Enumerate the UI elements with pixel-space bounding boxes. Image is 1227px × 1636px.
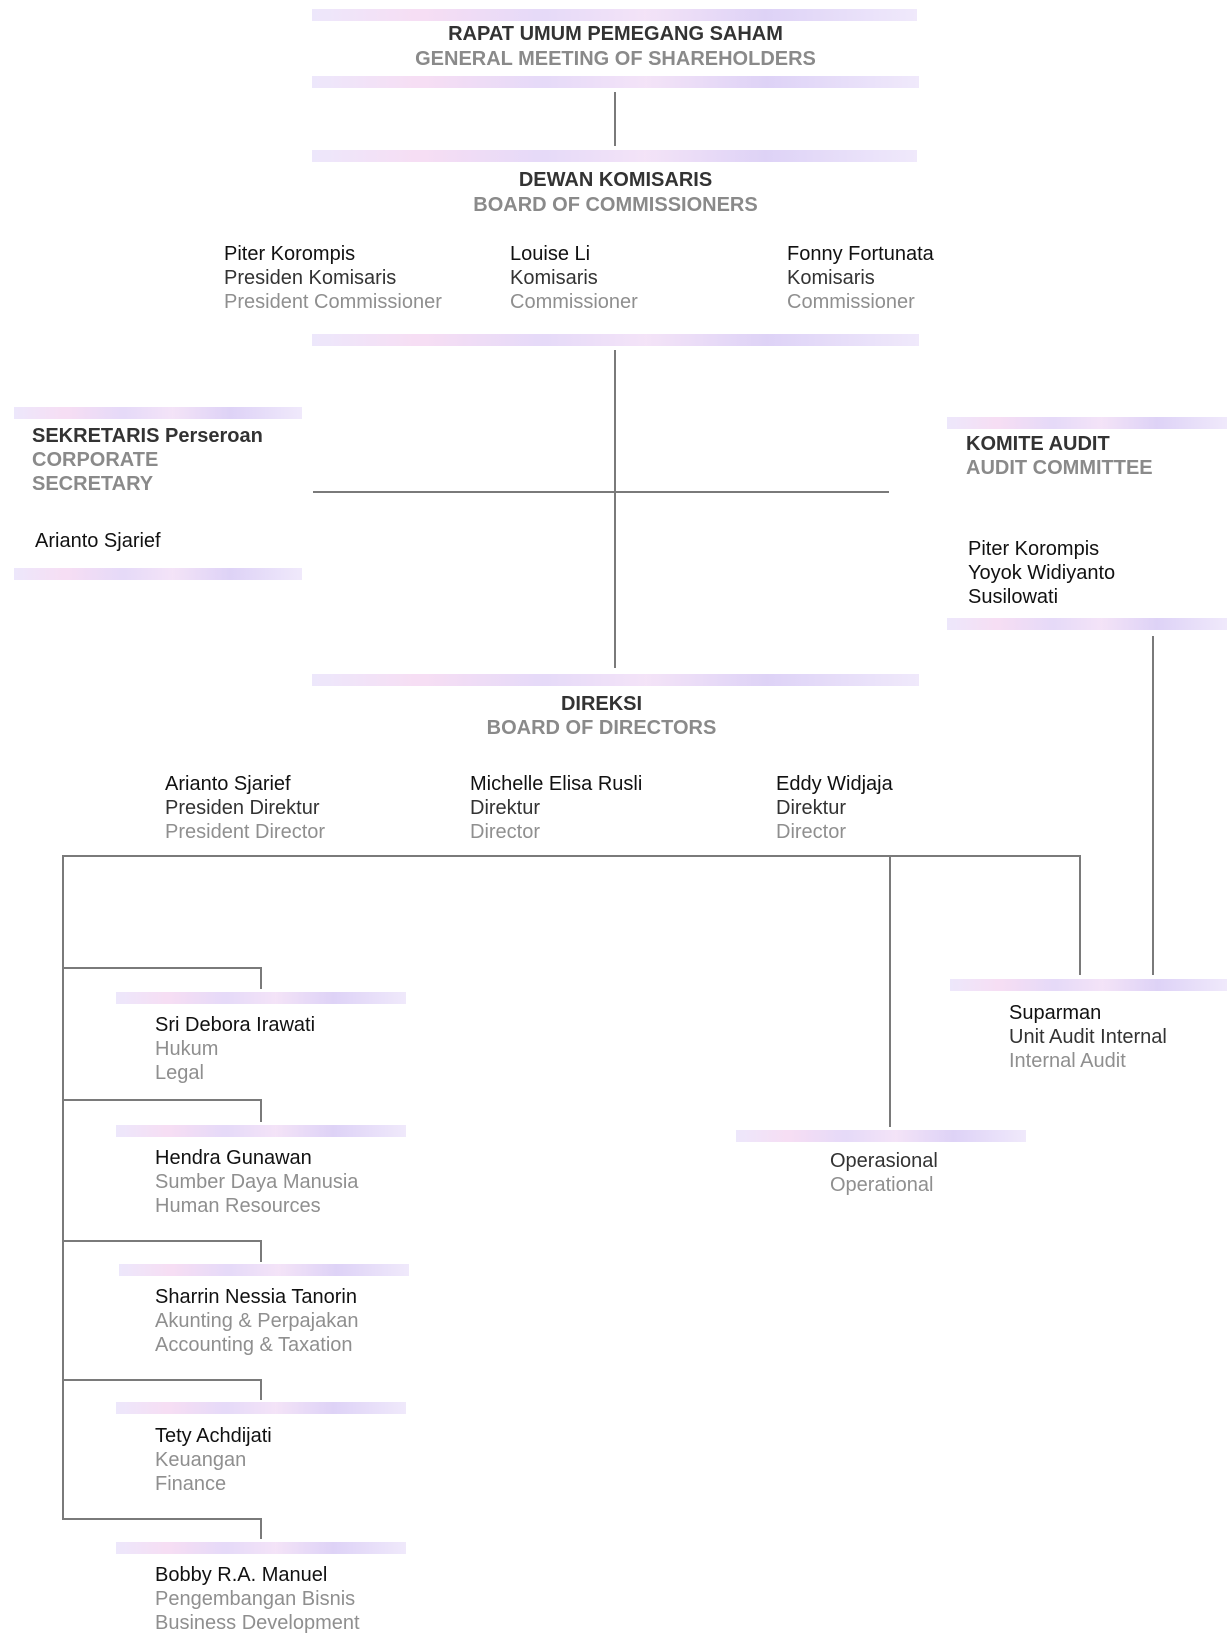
director-card xyxy=(776,772,893,844)
department-role-en: Human Resources xyxy=(155,1195,321,1217)
department-card-accounting xyxy=(155,1285,358,1357)
director-role-id: Direktur xyxy=(470,797,541,819)
bod-top-bar xyxy=(312,674,919,686)
director-role-en: Director xyxy=(470,821,541,843)
internal-audit-role-en: Internal Audit xyxy=(1009,1050,1126,1072)
connector-secretary-audit xyxy=(313,491,889,493)
commissioner-role-id: Komisaris xyxy=(787,267,875,289)
connector-dept-hr-v xyxy=(260,1099,262,1122)
gms-title-en: GENERAL MEETING OF SHAREHOLDERS xyxy=(415,48,816,70)
dept-bar-finance xyxy=(116,1402,406,1414)
commissioner-role-id: Presiden Komisaris xyxy=(224,267,397,289)
commissioner-role-en: Commissioner xyxy=(510,291,638,313)
department-head-name: Sharrin Nessia Tanorin xyxy=(155,1286,357,1308)
department-card-finance xyxy=(155,1424,272,1496)
connector-dept-bizdev-v xyxy=(260,1518,262,1539)
corp-sec-title-en-2: SECRETARY xyxy=(32,473,154,495)
connector-dept-finance-h xyxy=(62,1379,262,1381)
department-head-name: Hendra Gunawan xyxy=(155,1147,312,1169)
corp-sec-top-bar xyxy=(14,407,302,419)
connector-audit-committee-ia xyxy=(1152,636,1154,975)
audit-committee-member: Susilowati xyxy=(968,586,1059,608)
internal-audit-role-id: Unit Audit Internal xyxy=(1009,1026,1167,1048)
commissioner-card xyxy=(224,242,442,314)
commissioner-name: Fonny Fortunata xyxy=(787,243,934,265)
audit-committee-member: Yoyok Widiyanto xyxy=(968,562,1116,584)
operational-role-id: Operasional xyxy=(830,1150,938,1172)
director-role-en: President Director xyxy=(165,821,326,843)
commissioner-card xyxy=(787,242,934,314)
boc-title-en: BOARD OF COMMISSIONERS xyxy=(473,194,758,216)
audit-committee-title: KOMITE AUDIT xyxy=(966,433,1110,455)
internal-audit-bar xyxy=(950,979,1227,991)
department-head-name: Bobby R.A. Manuel xyxy=(155,1564,328,1586)
commissioner-name: Louise Li xyxy=(510,243,591,265)
department-card-hr xyxy=(155,1146,358,1218)
audit-committee-bottom-bar xyxy=(947,618,1227,630)
audit-committee-top-bar xyxy=(947,417,1227,429)
director-name: Arianto Sjarief xyxy=(165,773,291,795)
director-name: Eddy Widjaja xyxy=(776,773,893,795)
director-name: Michelle Elisa Rusli xyxy=(470,773,643,795)
department-head-name: Tety Achdijati xyxy=(155,1425,272,1447)
connector-operational xyxy=(889,855,891,1127)
commissioner-card xyxy=(510,242,638,314)
corp-sec-member: Arianto Sjarief xyxy=(35,530,161,552)
department-role-id: Sumber Daya Manusia xyxy=(155,1171,359,1193)
gms-top-bar xyxy=(312,9,917,21)
connector-bod-branch xyxy=(62,855,1081,857)
dept-bar-legal xyxy=(116,992,406,1004)
dept-bar-hr xyxy=(116,1125,406,1137)
bod-title: DIREKSI xyxy=(560,693,643,715)
department-role-en: Finance xyxy=(155,1473,227,1495)
boc-top-bar xyxy=(312,150,917,162)
commissioner-role-en: President Commissioner xyxy=(224,291,442,313)
director-role-id: Presiden Direktur xyxy=(165,797,320,819)
dept-bar-business-dev xyxy=(116,1542,406,1554)
department-role-en: Accounting & Taxation xyxy=(155,1334,353,1356)
corp-sec-card xyxy=(32,424,263,496)
department-role-id: Pengembangan Bisnis xyxy=(155,1588,356,1610)
operational-card xyxy=(830,1149,938,1197)
commissioner-name: Piter Korompis xyxy=(224,243,356,265)
connector-dept-bizdev-h xyxy=(62,1518,262,1520)
audit-committee-title-en: AUDIT COMMITTEE xyxy=(966,457,1153,479)
bod-title-en: BOARD OF DIRECTORS xyxy=(486,717,717,739)
director-card xyxy=(470,772,642,844)
connector-dept-hr-h xyxy=(62,1099,262,1101)
director-card xyxy=(165,772,325,844)
operational-bar xyxy=(736,1130,1026,1142)
internal-audit-name: Suparman xyxy=(1009,1002,1102,1024)
department-role-id: Akunting & Perpajakan xyxy=(155,1310,359,1332)
internal-audit-card xyxy=(1009,1001,1167,1073)
department-role-id: Hukum xyxy=(155,1038,219,1060)
boc-bottom-bar xyxy=(312,334,919,346)
connector-dept-finance-v xyxy=(260,1379,262,1400)
department-card-legal xyxy=(155,1013,315,1085)
connector-boc-bod xyxy=(614,350,616,668)
connector-dept-accounting-v xyxy=(260,1240,262,1262)
corp-sec-title-en-1: CORPORATE xyxy=(32,449,159,471)
department-role-id: Keuangan xyxy=(155,1449,247,1471)
gms-title: RAPAT UMUM PEMEGANG SAHAM xyxy=(448,23,783,45)
connector-gms-boc xyxy=(614,92,616,146)
operational-role-en: Operational xyxy=(830,1174,934,1196)
commissioner-role-en: Commissioner xyxy=(787,291,915,313)
director-role-id: Direktur xyxy=(776,797,847,819)
audit-committee-members xyxy=(968,537,1115,609)
gms-bottom-bar xyxy=(312,76,919,88)
corp-sec-bottom-bar xyxy=(14,568,302,580)
director-role-en: Director xyxy=(776,821,847,843)
connector-dept-accounting-h xyxy=(62,1240,262,1242)
audit-committee-member: Piter Korompis xyxy=(968,538,1100,560)
connector-departments-spine xyxy=(62,855,64,1519)
connector-dept-legal-h xyxy=(62,967,262,969)
department-role-en: Business Development xyxy=(155,1612,360,1634)
connector-ia-to-bod xyxy=(1079,855,1081,975)
department-card-business-dev xyxy=(155,1563,360,1635)
connector-dept-legal-v xyxy=(260,967,262,989)
department-role-en: Legal xyxy=(155,1062,204,1084)
corp-sec-title: SEKRETARIS Perseroan xyxy=(32,425,263,447)
boc-title: DEWAN KOMISARIS xyxy=(518,169,713,191)
audit-committee-card xyxy=(966,432,1153,480)
dept-bar-accounting xyxy=(119,1264,409,1276)
department-head-name: Sri Debora Irawati xyxy=(155,1014,316,1036)
commissioner-role-id: Komisaris xyxy=(510,267,598,289)
